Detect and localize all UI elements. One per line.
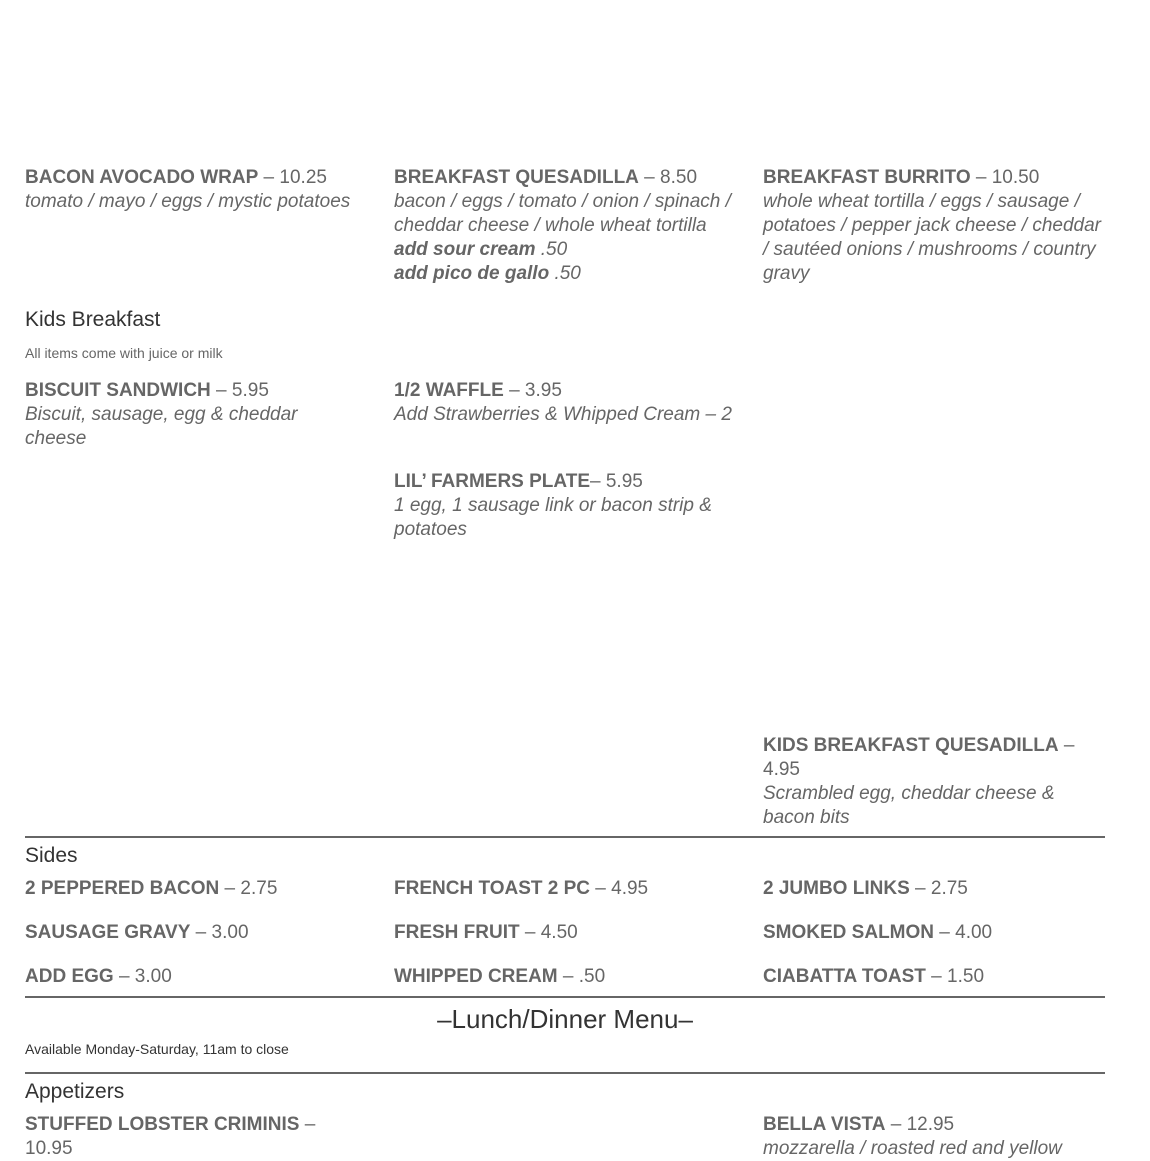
item-price: – 8.50 [638,167,698,188]
divider [25,836,1105,838]
item-name: KIDS BREAKFAST QUESADILLA [763,735,1059,756]
item-description: 1 egg, 1 sausage link or bacon strip & potatoes [394,495,712,540]
addon-name: add sour cream [394,239,536,260]
item-description: whole wheat tortilla / eggs / sausage / potatoes / pepper jack cheese / cheddar / sautéed onions / mushrooms / country gravy [763,191,1102,284]
item-price: – 4.95 [763,735,1075,780]
item-price: – 4.00 [934,922,993,943]
item-description: Add Strawberries & Whipped Cream – 2 [394,404,732,425]
item-price: – 12.95 [885,1114,955,1135]
item-price: – 5.95 [210,380,269,401]
item-name: SAUSAGE GRAVY [25,922,191,943]
addon-sour-cream [394,238,739,262]
section-title-sides: Sides [25,844,78,867]
item-price: – 1.50 [925,966,985,987]
item-price: – 10.25 [258,167,327,188]
side-item [763,965,1108,989]
side-item [763,877,1108,901]
menu-item-kids-breakfast-quesadilla [763,734,1105,830]
item-name: BACON AVOCADO WRAP [25,167,259,188]
item-name: STUFFED LOBSTER CRIMINIS [25,1114,300,1135]
kids-note: All items come with juice or milk [25,345,223,361]
item-name: CIABATTA TOAST [763,966,926,987]
item-name: 2 PEPPERED BACON [25,878,220,899]
item-price: – 3.00 [190,922,249,943]
side-item [25,877,370,901]
side-item [394,965,739,989]
section-title-appetizers: Appetizers [25,1080,125,1103]
side-item [763,921,1108,945]
menu-item-breakfast-quesadilla [394,166,739,286]
item-price: – 5.95 [590,471,643,492]
item-name: ADD EGG [25,966,114,987]
addon-pico-de-gallo [394,262,739,286]
item-price: – 4.50 [519,922,578,943]
side-item [25,965,370,989]
item-name: FRENCH TOAST 2 PC [394,878,591,899]
menu-item-bella-vista [763,1113,1105,1161]
item-name: BREAKFAST QUESADILLA [394,167,639,188]
side-item [25,921,370,945]
item-price: – 4.95 [590,878,649,899]
item-name: SMOKED SALMON [763,922,934,943]
item-name: WHIPPED CREAM [394,966,558,987]
item-name: BREAKFAST BURRITO [763,167,971,188]
menu-item-bacon-avocado-wrap [25,166,370,214]
item-price: – .50 [557,966,606,987]
item-description: mozzarella / roasted red and yellow [763,1138,1062,1159]
item-price: – 2.75 [219,878,278,899]
item-name: 1/2 WAFFLE [394,380,504,401]
item-name: LIL’ FARMERS PLATE [394,471,590,492]
item-description: tomato / mayo / eggs / mystic potatoes [25,191,351,212]
item-description: bacon / eggs / tomato / onion / spinach / cheddar cheese / whole wheat tortilla [394,191,731,236]
item-price: – 2.75 [909,878,968,899]
item-price: – 3.00 [113,966,172,987]
menu-item-breakfast-burrito [763,166,1105,286]
item-price: – 3.95 [503,380,562,401]
addon-name: add pico de gallo [394,263,550,284]
item-price: – 10.95 [25,1114,316,1159]
section-title-kids-breakfast: Kids Breakfast [25,308,161,331]
menu-item-half-waffle [394,379,739,427]
addon-price: .50 [549,263,581,284]
menu-item-stuffed-lobster-criminis [25,1113,345,1161]
lunch-dinner-title: –Lunch/Dinner Menu– [437,1004,693,1034]
item-name: BISCUIT SANDWICH [25,380,211,401]
lunch-availability-note: Available Monday-Saturday, 11am to close [25,1041,289,1057]
item-description: Biscuit, sausage, egg & cheddar cheese [25,404,298,449]
side-item [394,921,739,945]
item-name: FRESH FRUIT [394,922,520,943]
item-description: Scrambled egg, cheddar cheese & bacon bits [763,783,1055,828]
side-item [394,877,739,901]
divider [25,1072,1105,1074]
menu-item-lil-farmers-plate [394,470,739,542]
menu-item-biscuit-sandwich [25,379,345,451]
addon-price: .50 [535,239,568,260]
item-price: – 10.50 [970,167,1040,188]
divider [25,996,1105,998]
item-name: BELLA VISTA [763,1114,886,1135]
item-name: 2 JUMBO LINKS [763,878,910,899]
